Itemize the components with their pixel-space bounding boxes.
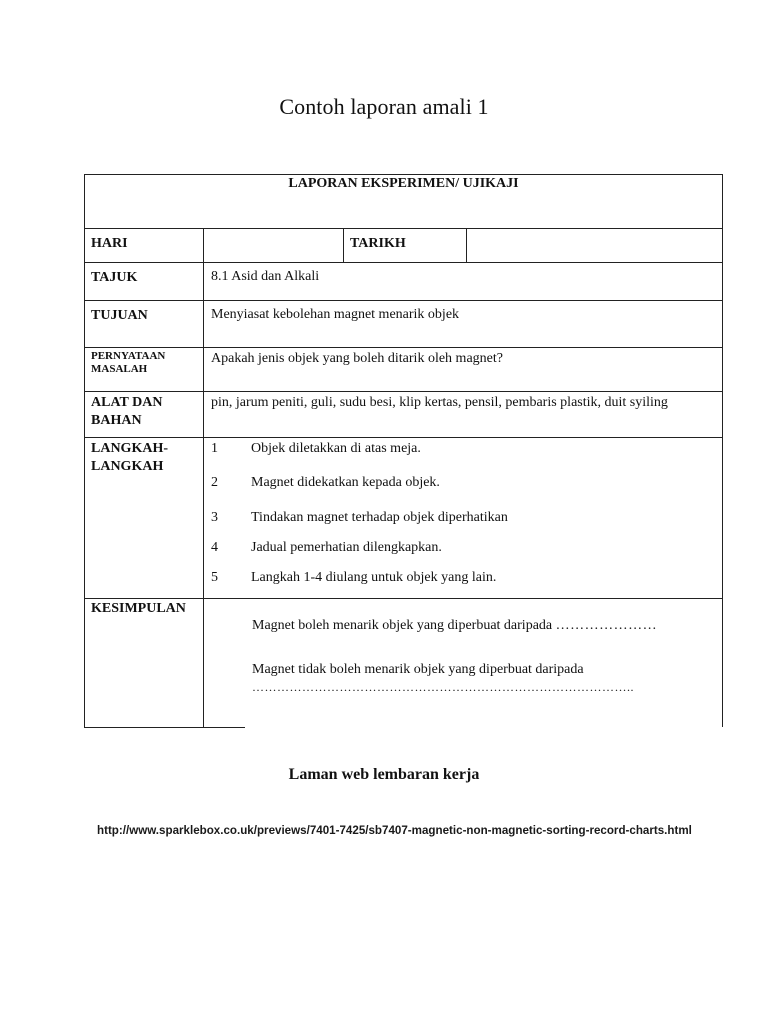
tarikh-value (467, 229, 723, 263)
langkah-label-line2: LANGKAH (91, 459, 164, 474)
langkah-steps-cell (204, 438, 723, 599)
kesimpulan-blank-2: ……………………………………………………………………………….. (252, 680, 634, 694)
alat-label-line1: ALAT DAN (91, 395, 163, 410)
step-number: 3 (211, 510, 218, 525)
sparklebox-link[interactable]: http://www.sparklebox.co.uk/previews/7401-7425/sb7407-magnetic-non-magnetic-sorting-record-charts.html (97, 824, 692, 837)
tujuan-label: TUJUAN (85, 301, 204, 348)
kesimpulan-text-1: Magnet boleh menarik objek yang diperbuat daripada (252, 618, 553, 633)
step-text: Tindakan magnet terhadap objek diperhatikan (251, 510, 508, 525)
pernyataan-label-line2: MASALAH (91, 363, 148, 375)
tarikh-label: TARIKH (344, 229, 467, 263)
list-item (211, 539, 442, 557)
list-item (211, 569, 496, 587)
alat-value: pin, jarum peniti, guli, sudu besi, klip kertas, pensil, pembaris plastik, duit syiling (204, 392, 723, 438)
tujuan-row (85, 301, 723, 348)
langkah-label (85, 438, 204, 599)
hari-value (204, 229, 344, 263)
step-number: 2 (211, 475, 218, 490)
hari-label: HARI (85, 229, 204, 263)
kesimpulan-label: KESIMPULAN (85, 599, 204, 728)
langkah-label-line1: LANGKAH- (91, 441, 168, 456)
worksheet-subtitle: Laman web lembaran kerja (288, 766, 480, 783)
langkah-row (85, 438, 723, 599)
step-number: 4 (211, 540, 218, 555)
tujuan-value: Menyiasat kebolehan magnet menarik objek (204, 301, 723, 348)
kesimpulan-text-2: Magnet tidak boleh menarik objek yang diperbuat daripada (252, 662, 584, 677)
step-text: Jadual pemerhatian dilengkapkan. (251, 540, 442, 555)
kesimpulan-row (85, 599, 723, 728)
tajuk-row (85, 263, 723, 301)
pernyataan-value: Apakah jenis objek yang boleh ditarik oleh magnet? (204, 348, 723, 392)
header-row (85, 175, 723, 229)
list-item (211, 474, 440, 492)
report-header: LAPORAN EKSPERIMEN/ UJIKAJI (85, 175, 723, 229)
pernyataan-row (85, 348, 723, 392)
list-item (211, 440, 421, 458)
step-number: 5 (211, 570, 218, 585)
kesimpulan-cell (204, 599, 723, 728)
pernyataan-label-line1: PERNYATAAN (91, 350, 166, 362)
tajuk-value: 8.1 Asid dan Alkali (204, 263, 723, 301)
step-number: 1 (211, 441, 218, 456)
alat-label (85, 392, 204, 438)
page-title: Contoh laporan amali 1 (279, 94, 489, 119)
report-table (84, 174, 723, 728)
hari-row (85, 229, 723, 263)
tajuk-label: TAJUK (85, 263, 204, 301)
pernyataan-label (85, 348, 204, 392)
alat-row (85, 392, 723, 438)
kesimpulan-line-1 (252, 618, 657, 634)
step-text: Langkah 1-4 diulang untuk objek yang lain. (251, 570, 497, 585)
alat-label-line2: BAHAN (91, 413, 142, 428)
step-text: Objek diletakkan di atas meja. (251, 441, 421, 456)
bottom-border-fragment (203, 727, 245, 728)
list-item (211, 509, 508, 527)
kesimpulan-blank-1: ………………… (555, 618, 658, 633)
step-text: Magnet didekatkan kepada objek. (251, 475, 440, 490)
